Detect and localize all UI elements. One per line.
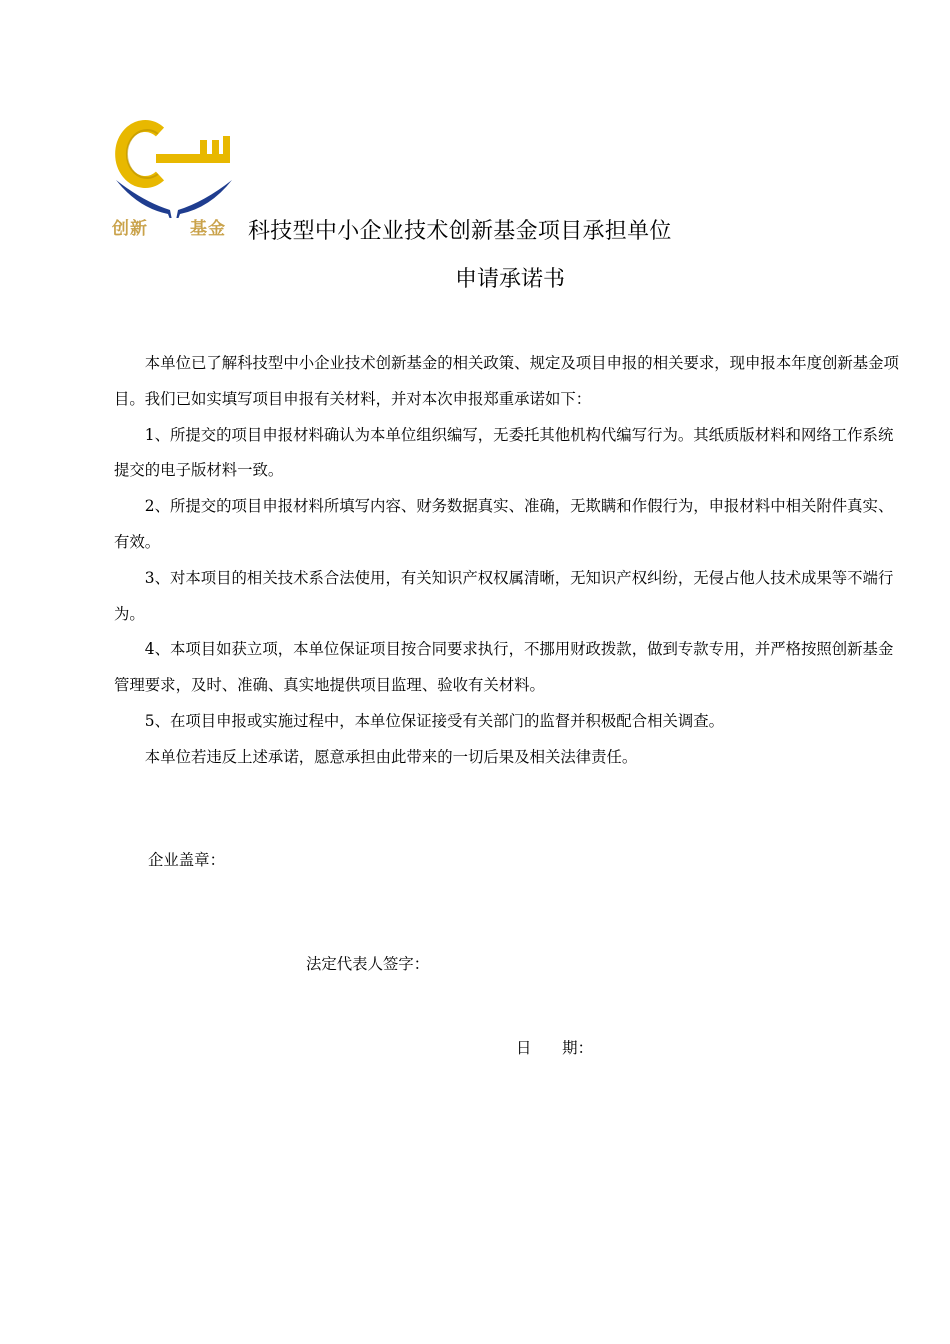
commitment-item-3: 3、对本项目的相关技术系合法使用，有关知识产权权属清晰，无知识产权纠纷，无侵占他人技术成果等不端行为。 bbox=[114, 568, 894, 623]
commitment-item-5: 5、在项目申报或实施过程中，本单位保证接受有关部门的监督并积极配合相关调查。 bbox=[144, 711, 725, 730]
document-subtitle: 申请承诺书 bbox=[454, 267, 565, 292]
key-logo-icon bbox=[108, 118, 240, 218]
innovation-fund-logo bbox=[108, 118, 240, 238]
commitment-item-1: 1、所提交的项目申报材料确认为本单位组织编写，无委托其他机构代编写行为。其纸质版材料和网络工作系统提交的电子版材料一致。 bbox=[114, 425, 894, 480]
commitment-item-4: 4、本项目如获立项，本单位保证项目按合同要求执行，不挪用财政拨款，做到专款专用，并严格按照创新基金管理要求，及时、准确、真实地提供项目监理、验收有关材料。 bbox=[114, 640, 894, 695]
intro-paragraph: 本单位已了解科技型中小企业技术创新基金的相关政策、规定及项目申报的相关要求，现申报本年度创新基金项目。我们已如实填写项目申报有关材料，并对本次申报郑重承诺如下： bbox=[114, 354, 899, 408]
document-title: 科技型中小企业技术创新基金项目承担单位 bbox=[248, 219, 672, 244]
logo-text-left: 创新 bbox=[112, 219, 148, 239]
logo-text-right: 基金 bbox=[190, 219, 226, 239]
closing-paragraph: 本单位若违反上述承诺，愿意承担由此带来的一切后果及相关法律责任。 bbox=[144, 747, 638, 766]
commitment-item-2: 2、所提交的项目申报材料所填写内容、财务数据真实、准确，无欺瞒和作假行为，申报材料中相关附件真实、有效。 bbox=[114, 497, 894, 551]
date-label: 日 期： bbox=[516, 1039, 593, 1057]
legal-rep-signature-label: 法定代表人签字： bbox=[306, 955, 430, 973]
commitment-body bbox=[114, 346, 904, 776]
company-stamp-label: 企业盖章： bbox=[148, 851, 225, 869]
